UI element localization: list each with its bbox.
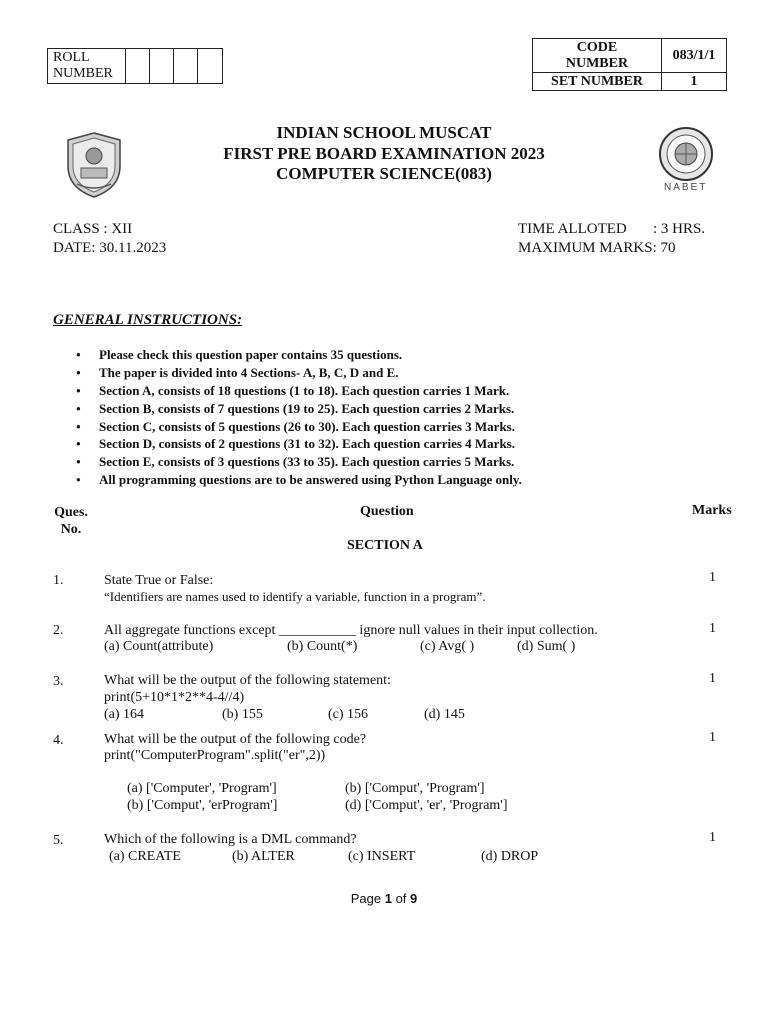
question-number: 3.	[53, 674, 64, 689]
subject-title: COMPUTER SCIENCE(083)	[276, 164, 492, 183]
roll-number-cell[interactable]	[174, 49, 198, 83]
time-label: TIME ALLOTED	[518, 221, 627, 237]
question-text: What will be the output of the following code?	[104, 732, 367, 747]
page-number: 1	[384, 891, 392, 906]
time-value: : 3 HRS.	[653, 221, 706, 237]
question-marks: 1	[709, 730, 716, 745]
page-footer	[0, 891, 768, 906]
question-text: All aggregate functions except ___________ ignore null values in their input collection.	[104, 623, 598, 638]
option-d: (d) ['Comput', 'er', 'Program']	[345, 798, 508, 813]
question-text: What will be the output of the following statement:	[104, 673, 391, 688]
option-b: (b) Count(*)	[287, 639, 358, 654]
exam-title: FIRST PRE BOARD EXAMINATION 2023	[223, 144, 545, 163]
option-d: (d) 145	[424, 707, 465, 722]
code-set-table	[532, 38, 727, 91]
option-d: (d) DROP	[481, 849, 539, 864]
question-header: Question	[360, 504, 414, 519]
question-marks: 1	[709, 671, 716, 686]
roll-number-label: ROLL NUMBER	[48, 49, 126, 83]
roll-number-cell[interactable]	[198, 49, 222, 83]
option-d: (d) Sum( )	[517, 639, 576, 654]
instruction-item: ● Section A, consists of 18 questions (1 to 18). Each question carries 1 Mark.	[76, 382, 522, 400]
max-marks: MAXIMUM MARKS: 70	[518, 240, 676, 256]
question-text: Which of the following is a DML command?	[104, 832, 357, 847]
set-number-label: SET NUMBER	[533, 73, 662, 91]
option-a: (a) 164	[104, 707, 145, 722]
question-text-line2: “Identifiers are names used to identify a variable, function in a program”.	[104, 589, 486, 604]
option-c: (c) 156	[328, 707, 369, 722]
roll-number-cell[interactable]	[150, 49, 174, 83]
instruction-item: ● Please check this question paper contains 35 questions.	[76, 346, 522, 364]
page-prefix: Page	[350, 891, 385, 906]
marks-header: Marks	[692, 503, 732, 518]
date-info: DATE: 30.11.2023	[53, 240, 167, 256]
instruction-item: ● Section C, consists of 5 questions (26 to 30). Each question carries 3 Marks.	[76, 418, 522, 436]
page-total: 9	[410, 891, 418, 906]
question-marks: 1	[709, 621, 716, 636]
code-number-value: 083/1/1	[662, 39, 727, 73]
class-info: CLASS : XII	[53, 221, 133, 237]
instruction-item: ● Section E, consists of 3 questions (33 to 35). Each question carries 5 Marks.	[76, 453, 522, 471]
instruction-item: ● Section D, consists of 2 questions (31 to 32). Each question carries 4 Marks.	[76, 435, 522, 453]
question-number: 5.	[53, 833, 64, 848]
page-of: of	[391, 891, 411, 906]
question-number: 2.	[53, 623, 64, 638]
option-c: (c) Avg( )	[420, 639, 475, 654]
option-b: (b) 155	[222, 707, 263, 722]
question-number: 1.	[53, 573, 64, 588]
set-number-value: 1	[662, 73, 727, 91]
code-number-label: CODE NUMBER	[533, 39, 662, 73]
question-code: print("ComputerProgram".split("er",2))	[104, 748, 326, 763]
instructions-list	[76, 346, 522, 489]
option-a: (a) CREATE	[109, 849, 181, 864]
school-name: INDIAN SCHOOL MUSCAT	[276, 123, 492, 142]
question-marks: 1	[709, 830, 716, 845]
instructions-heading: GENERAL INSTRUCTIONS:	[53, 312, 243, 328]
option-c: (b) ['Comput', 'erProgram']	[127, 798, 278, 813]
instruction-item: ● Section B, consists of 7 questions (19 to 25). Each question carries 2 Marks.	[76, 400, 522, 418]
instruction-item: ● The paper is divided into 4 Sections- A, B, C, D and E.	[76, 364, 522, 382]
roll-number-box	[47, 48, 223, 84]
question-marks: 1	[709, 570, 716, 585]
option-c: (c) INSERT	[348, 849, 416, 864]
section-title: SECTION A	[347, 538, 423, 553]
question-number: 4.	[53, 733, 64, 748]
instruction-item: ● All programming questions are to be answered using Python Language only.	[76, 471, 522, 489]
roll-number-cell[interactable]	[126, 49, 150, 83]
option-b: (b) ['Comput', 'Program']	[345, 781, 485, 796]
option-b: (b) ALTER	[232, 849, 295, 864]
question-text: State True or False:	[104, 573, 214, 588]
question-code: print(5+10*1*2**4-4//4)	[104, 690, 245, 705]
nabet-caption: NABET	[664, 182, 708, 193]
option-a: (a) Count(attribute)	[104, 639, 214, 654]
ques-no-header: Ques. No.	[54, 505, 88, 537]
option-a: (a) ['Computer', 'Program']	[127, 781, 277, 796]
